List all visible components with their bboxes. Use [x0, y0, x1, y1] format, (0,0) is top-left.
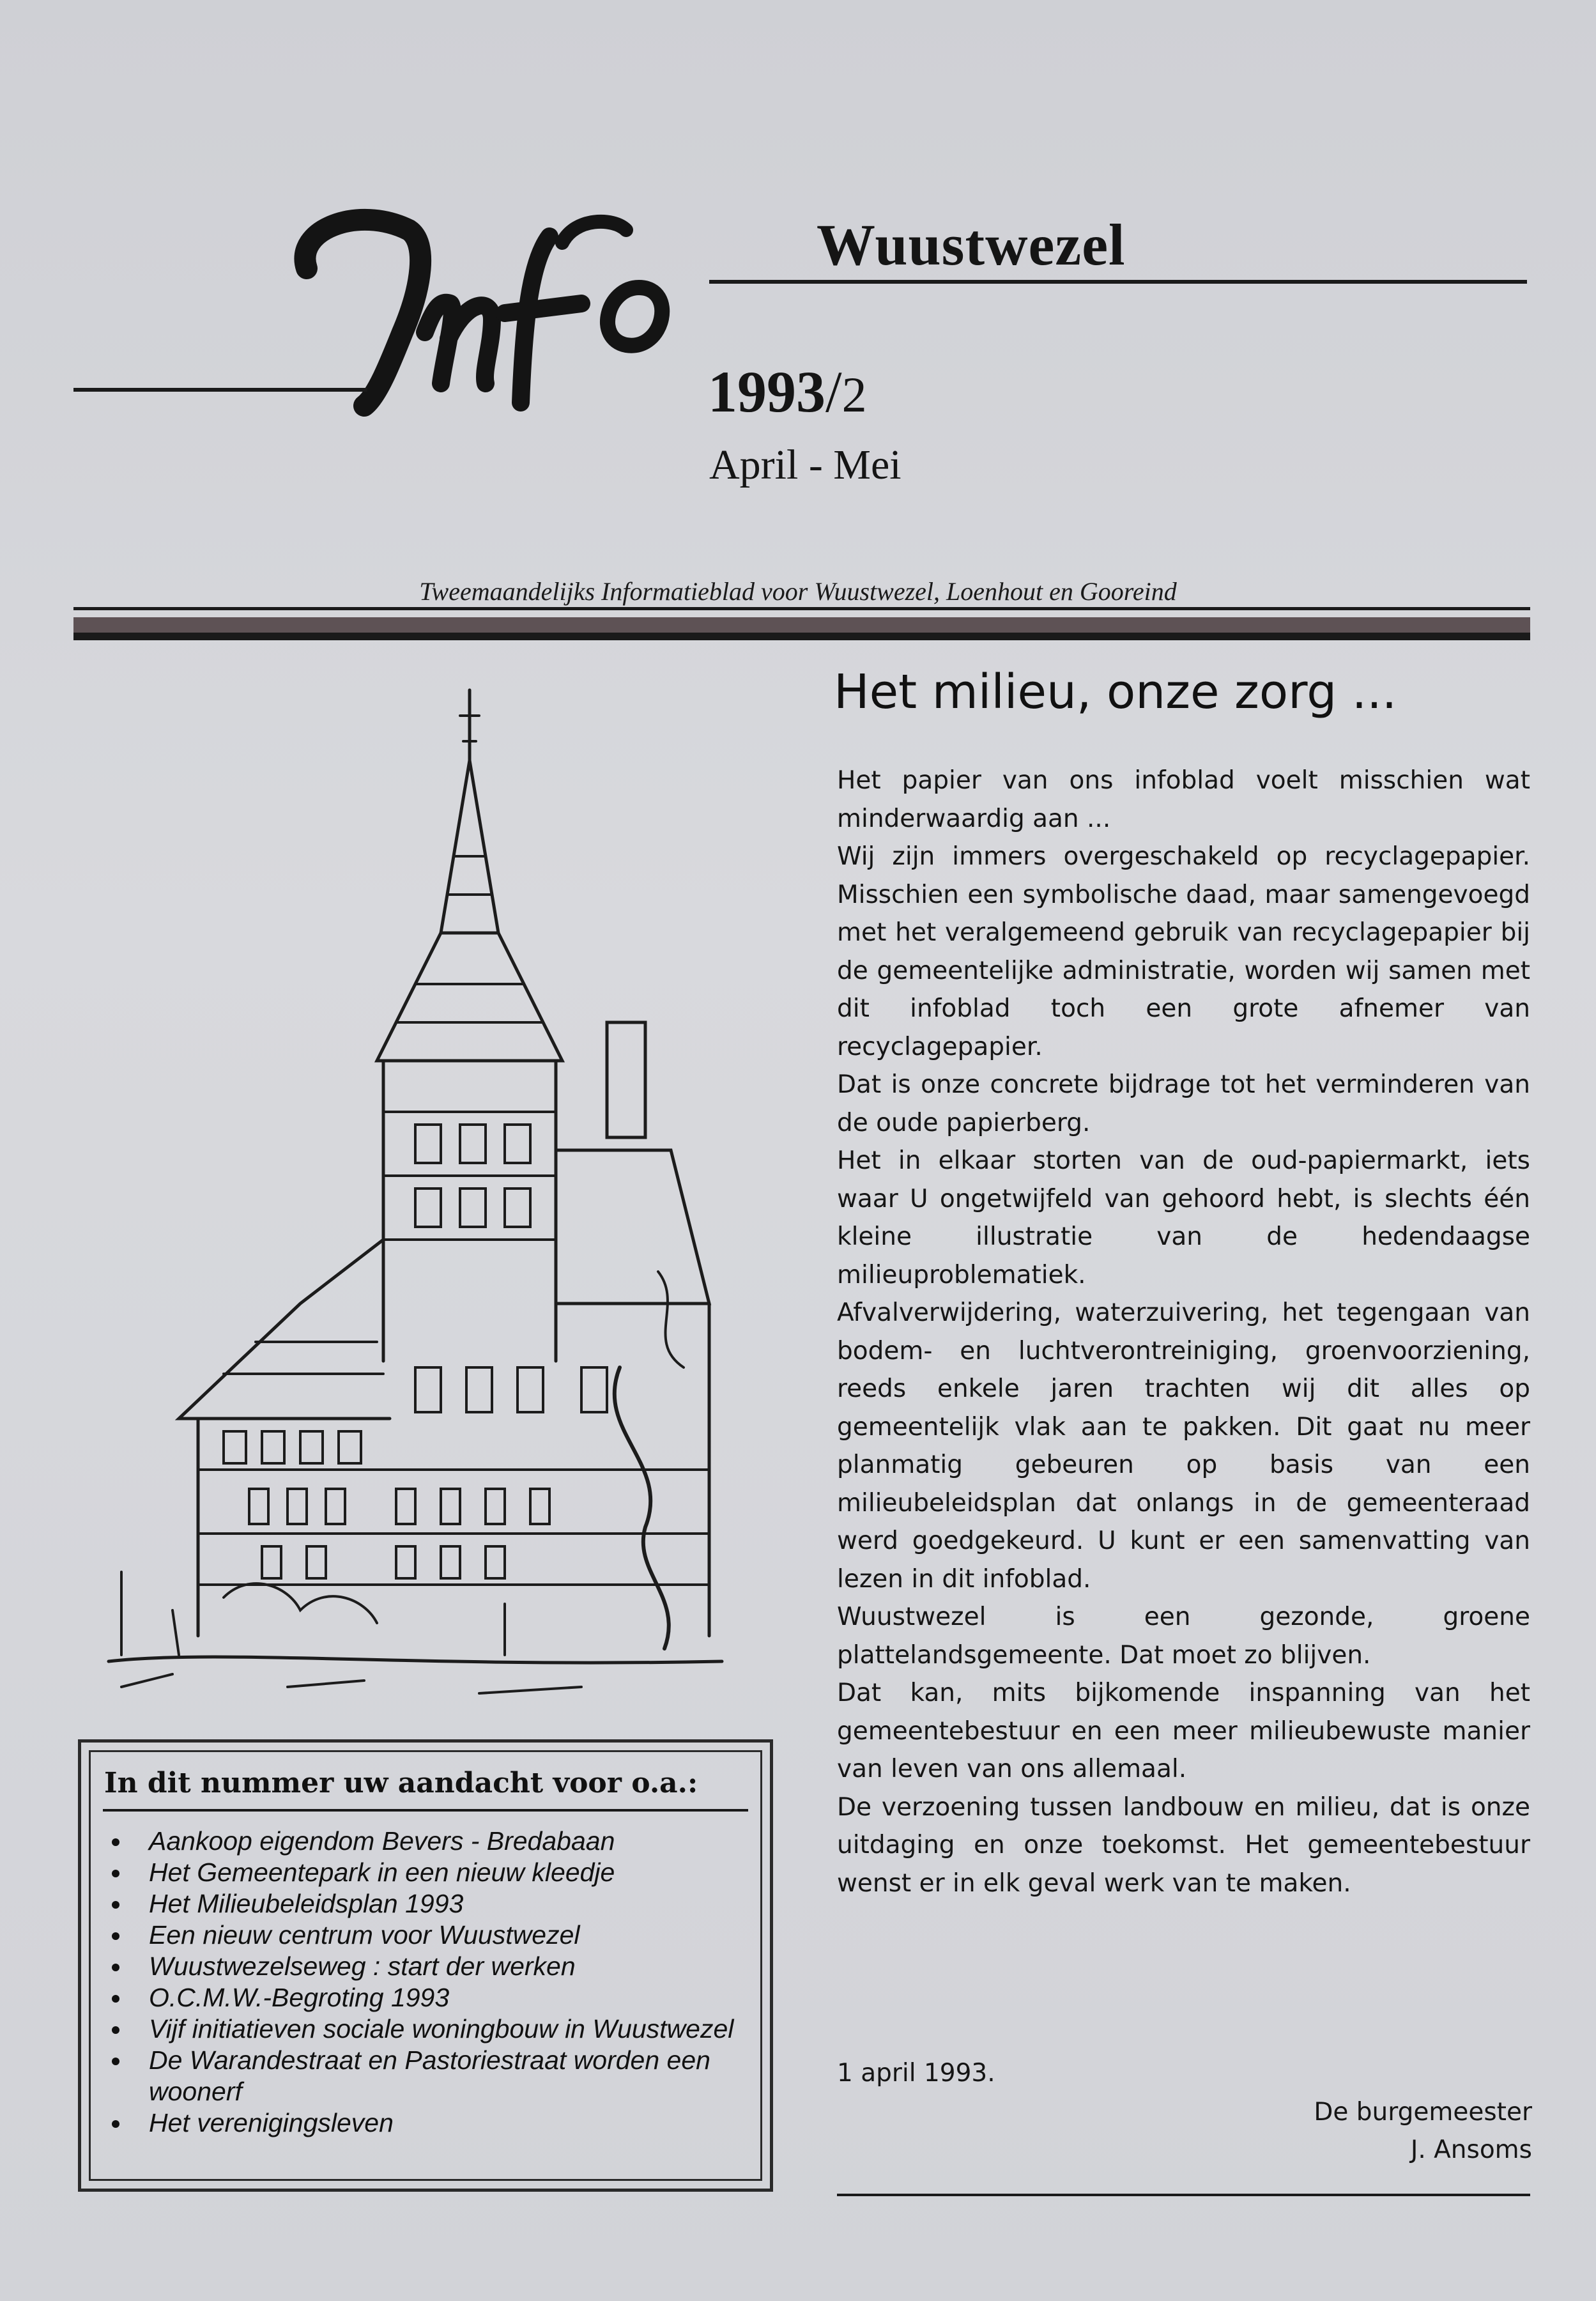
- list-item: De Warandestraat en Pastoriestraat worden een woonerf: [107, 2045, 751, 2107]
- article-paragraph: Afvalverwijdering, waterzuivering, het tegengaan van bodem- en luchtverontreiniging, groenvoorziening, reeds enkele jaren trachten wij dit alles op gemeentelijk vlak aan te pakken. Dit gaat nu meer planmatig gebeuren op basis van een milieubeleidsplan dat onlangs in de gemeenteraad werd goedgekeurd. U kunt er een samenvatting van lezen in dit infoblad.: [837, 1298, 1530, 1594]
- contents-rule: [103, 1809, 748, 1812]
- list-item: O.C.M.W.-Begroting 1993: [107, 1982, 751, 2013]
- issue-months: April - Mei: [709, 442, 902, 488]
- signature-role: De burgemeester: [1314, 2098, 1532, 2127]
- issue-year: 1993: [708, 359, 825, 424]
- article-paragraph: Wuustwezel is een gezonde, groene plattelandsgemeente. Dat moet zo blijven.: [837, 1603, 1530, 1670]
- article-title: Het milieu, onze zorg ...: [834, 665, 1397, 720]
- header-rule-band: [73, 617, 1530, 633]
- list-item: Het verenigingsleven: [107, 2107, 751, 2139]
- contents-list: [107, 1826, 751, 2139]
- masthead-subtitle: Tweemaandelijks Informatieblad voor Wuustwezel, Loenhout en Gooreind: [419, 577, 1177, 606]
- issue-separator: /: [825, 359, 842, 424]
- town-hall-sketch-icon: [96, 665, 741, 1738]
- header-rule-thick: [73, 633, 1530, 640]
- masthead-rule-right: [709, 280, 1527, 284]
- article-paragraph: Dat is onze concrete bijdrage tot het verminderen van de oude papierberg.: [837, 1070, 1530, 1137]
- article-paragraph: De verzoening tussen landbouw en milieu, dat is onze uitdaging en onze toekomst. Het gemeentebestuur wenst er in elk geval werk van te maken.: [837, 1792, 1530, 1898]
- contents-heading: In dit nummer uw aandacht voor o.a.:: [104, 1767, 698, 1799]
- list-item: Aankoop eigendom Bevers - Bredabaan: [107, 1826, 751, 1857]
- article-body: [837, 762, 1530, 1902]
- list-item: Vijf initiatieven sociale woningbouw in Wuustwezel: [107, 2013, 751, 2045]
- masthead-title: Wuustwezel: [817, 212, 1126, 277]
- article-paragraph: Wij zijn immers overgeschakeld op recyclagepapier. Misschien een symbolische daad, maar samengevoegd met het veralgemeend gebruik van recyclagepapier bij de gemeentelijke administratie, worden wij samen met dit infoblad toch een grote afnemer van recyclagepapier.: [837, 842, 1530, 1061]
- list-item: Een nieuw centrum voor Wuustwezel: [107, 1920, 751, 1951]
- signature-name: J. Ansoms: [1410, 2136, 1532, 2164]
- article-paragraph: Dat kan, mits bijkomende inspanning van het gemeentebestuur en een meer milieubewuste manier van leven van ons allemaal.: [837, 1679, 1530, 1783]
- contents-box: [78, 1739, 773, 2192]
- list-item: Wuustwezelseweg : start der werken: [107, 1951, 751, 1982]
- list-item: Het Gemeentepark in een nieuw kleedje: [107, 1857, 751, 1888]
- article-paragraph: Het in elkaar storten van de oud-papiermarkt, iets waar U ongetwijfeld van gehoord hebt, is slechts één kleine illustratie van de hedendaagse milieuproblematiek.: [837, 1146, 1530, 1289]
- header-rule-thin: [73, 607, 1530, 610]
- article-bottom-rule: [837, 2194, 1530, 2196]
- article-paragraph: Het papier van ons infoblad voelt misschien wat minderwaardig aan ...: [837, 766, 1530, 833]
- list-item: Het Milieubeleidsplan 1993: [107, 1888, 751, 1920]
- article-date: 1 april 1993.: [837, 2059, 995, 2088]
- issue-number: [708, 358, 867, 426]
- masthead-rule-left: [73, 388, 367, 392]
- issue-number-value: 2: [841, 367, 867, 422]
- info-logo-icon: [281, 192, 767, 422]
